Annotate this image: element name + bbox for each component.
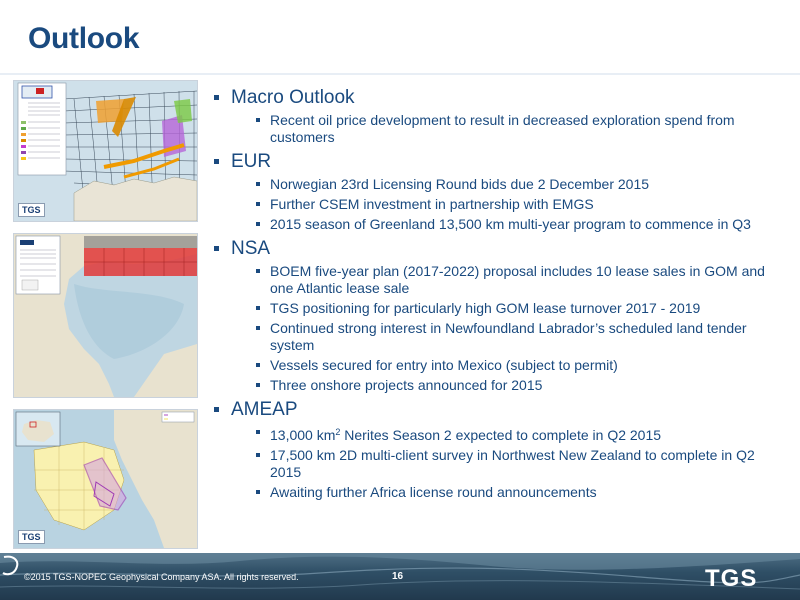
slide-footer xyxy=(0,553,800,600)
section-ameap xyxy=(212,398,782,501)
copyright-text: ©2015 TGS-NOPEC Geophysical Company ASA. All rights reserved. xyxy=(24,572,299,582)
map-gulf-of-mexico xyxy=(13,233,198,398)
section-heading: Macro Outlook xyxy=(212,86,782,109)
section-eur xyxy=(212,150,782,233)
slide-title: Outlook xyxy=(28,22,140,55)
tgs-brand-logo: TGS xyxy=(705,565,758,592)
list-item: 17,500 km 2D multi-client survey in Northwest New Zealand to complete in Q2 2015 xyxy=(212,447,782,481)
list-item: Three onshore projects announced for 2015 xyxy=(212,377,782,394)
outlook-content xyxy=(212,86,782,505)
tgs-logo: TGS xyxy=(18,203,45,217)
list-item: Continued strong interest in Newfoundland Labrador’s scheduled land tender system xyxy=(212,320,782,354)
section-heading: EUR xyxy=(212,150,782,173)
tgs-swoosh-icon xyxy=(0,553,22,577)
section-heading: NSA xyxy=(212,237,782,260)
list-item xyxy=(212,424,782,444)
title-divider xyxy=(0,73,800,75)
section-macro-outlook xyxy=(212,86,782,146)
section-heading: AMEAP xyxy=(212,398,782,421)
list-item: Further CSEM investment in partnership with EMGS xyxy=(212,196,782,213)
superscript: 2 xyxy=(335,427,341,437)
list-item: Recent oil price development to result in decreased exploration spend from customers xyxy=(212,112,782,146)
map-norway-barents xyxy=(13,80,198,222)
list-item: Norwegian 23rd Licensing Round bids due 2 December 2015 xyxy=(212,176,782,193)
list-item: Vessels secured for entry into Mexico (subject to permit) xyxy=(212,357,782,374)
item-text: 13,000 km xyxy=(270,427,336,443)
list-item: 2015 season of Greenland 13,500 km multi-year program to commence in Q3 xyxy=(212,216,782,233)
item-text: Nerites Season 2 expected to complete in Q2 2015 xyxy=(340,427,662,443)
tgs-logo: TGS xyxy=(18,530,45,544)
list-item: BOEM five-year plan (2017-2022) proposal includes 10 lease sales in GOM and one Atlantic lease sale xyxy=(212,263,782,297)
page-number: 16 xyxy=(392,571,404,582)
map-australia-nw xyxy=(13,409,198,549)
list-item: TGS positioning for particularly high GOM lease turnover 2017 - 2019 xyxy=(212,300,782,317)
section-nsa xyxy=(212,237,782,394)
list-item: Awaiting further Africa license round announcements xyxy=(212,484,782,501)
